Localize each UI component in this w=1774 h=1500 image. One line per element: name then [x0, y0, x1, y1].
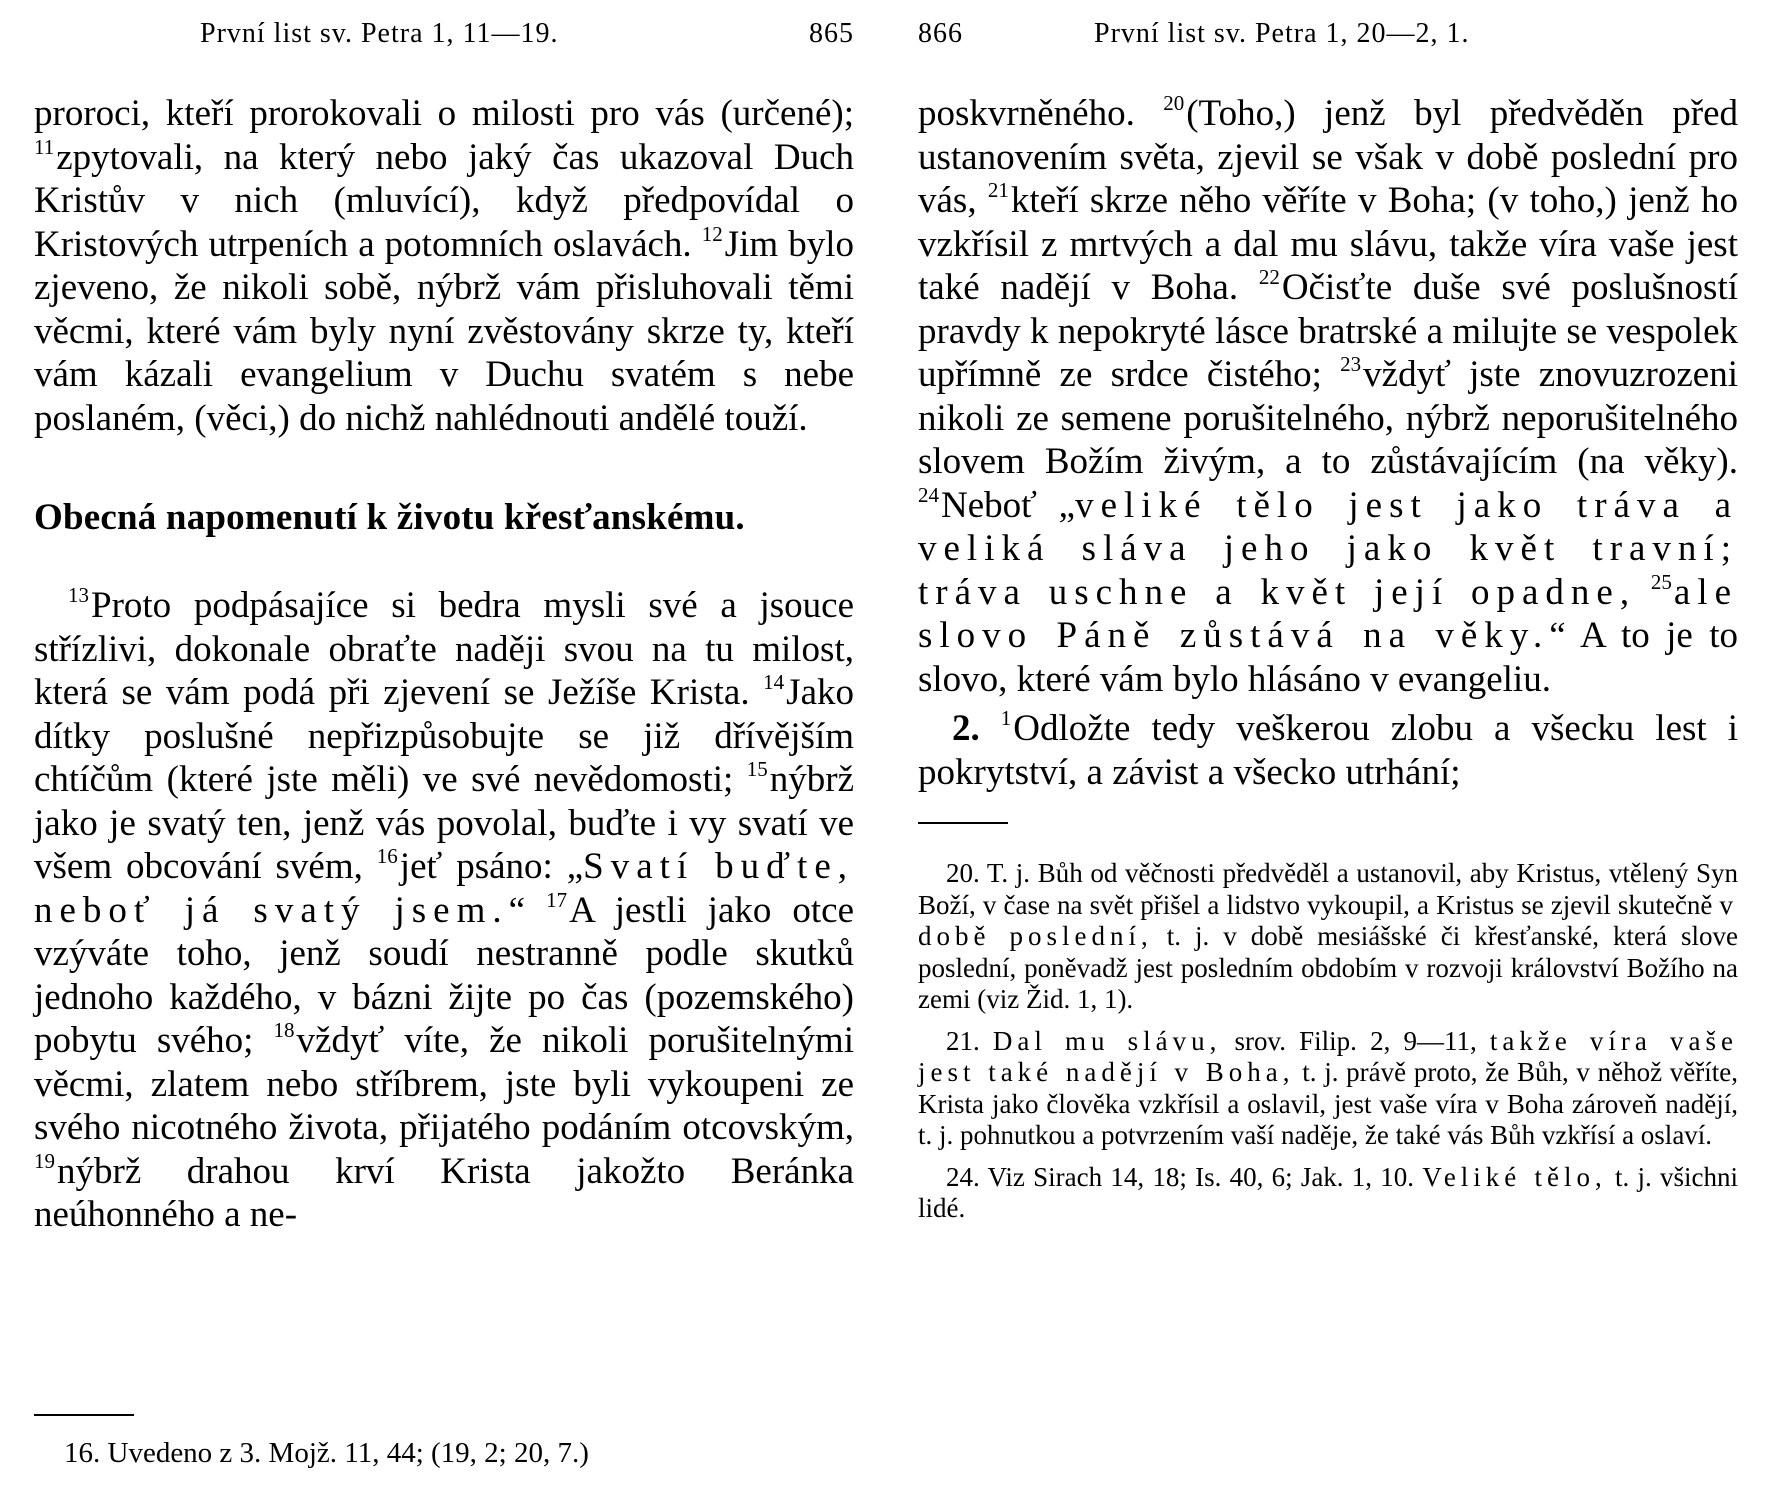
- spaced-quote: Svatí buďte, neboť já svatý jsem.: [34, 846, 854, 931]
- footnote-spaced: Veliké tělo,: [1422, 1161, 1607, 1192]
- verse-number: 21: [987, 178, 1009, 202]
- footnote: [918, 1026, 1738, 1152]
- footnote-text: 24. Viz Sirach 14, 18; Is. 40, 6; Jak. 1, 10.: [946, 1161, 1415, 1192]
- spaced-quote: veliké tělo jest jako tráva a veliká sláva jeho jako květ travní; tráva uschne a květ její opadne,: [918, 484, 1738, 613]
- paragraph: [918, 92, 1738, 701]
- verse-text: Jim bylo zjeveno, že nikoli sobě, nýbrž vám přisluhovali těmi věcmi, které vám byly nyní zvěstovány skrze ty, kteří vám kázali evangelium v Duchu svatém s nebe poslaném, (věci,) do nichž nahlédnouti andělé touží.: [34, 223, 855, 439]
- right-text-block: [918, 92, 1738, 1235]
- footnote-text: 20. T. j. Bůh od věčnosti předvěděl a ustanovil, aby Kristus, vtělený Syn Boží, v čase na svět přišel a lidstvo vykoupil, a Kristus se zjevil skutečně: [918, 858, 1738, 920]
- verse-text: nýbrž jako je svatý ten, jenž vás povolal, buďte i vy svatí ve všem obcování svém,: [34, 759, 854, 887]
- verse-text: kteří skrze něho věříte v Boha; (v toho,) jenž ho vzkřísil z mrtvých a dal mu slávu, takže víra vaše jest také nadějí v Boha.: [918, 180, 1739, 308]
- left-text-block: [34, 92, 854, 1237]
- paragraph: [34, 584, 854, 1237]
- page-number: 866: [918, 18, 963, 49]
- verse-text: jeť psáno: „: [399, 846, 584, 887]
- verse-number: 15: [746, 757, 768, 781]
- verse-text: (Toho,) jenž byl předvěděn před ustanovením světa, zjevil se však v době poslední pro vás,: [918, 93, 1738, 221]
- verse-text: nýbrž drahou krví Krista jakožto Beránka neúhonného a ne-: [34, 1150, 854, 1235]
- verse-number: 1: [1000, 706, 1012, 730]
- verse-text: vždyť jste znovuzrozeni nikoli ze semene porušitelného, nýbrž neporušitelného slovem Božím živým, a to zůstávajícím (na věky).: [918, 354, 1739, 482]
- verse-number: 11: [34, 134, 55, 159]
- footnote-rule: [34, 1414, 134, 1416]
- left-page: [34, 0, 854, 1500]
- verse-number: 19: [34, 1148, 55, 1173]
- footnote: [918, 858, 1738, 1016]
- paragraph: [918, 707, 1738, 794]
- verse-number: 18: [273, 1018, 295, 1042]
- verse-text: Odložte tedy veškerou zlobu a všecku lest i pokrytství, a závist a všecko utrhání;: [918, 708, 1739, 793]
- verse-text: proroci, kteří prorokovali o milosti pro vás (určené);: [34, 93, 854, 134]
- running-head-title: První list sv. Petra 1, 20—2, 1.: [1094, 18, 1470, 49]
- verse-number: 13: [68, 583, 89, 607]
- verse-number: 14: [763, 670, 785, 694]
- verse-number: 24: [918, 482, 939, 507]
- running-head: [918, 18, 1738, 58]
- verse-text: A jestli jako otce vzýváte toho, jenž soudí nestranně podle skutků jednoho každého, v bázni žijte po čas (pozemského) pobytu svého;: [34, 889, 854, 1061]
- verse-number: 16: [376, 844, 398, 868]
- verse-number: 25: [1650, 569, 1672, 594]
- verse-text: Neboť „: [941, 484, 1076, 526]
- verse-text: vždyť víte, že nikoli porušitelnými věcmi, zlatem nebo stříbrem, jste byli vykoupeni ze svého nicotného života, přijatého podáním otcovským,: [34, 1020, 854, 1148]
- footnote-text: t. j. všichni lidé.: [918, 1161, 1739, 1223]
- verse-text: Očisťte duše své poslušností pravdy k nepokryté lásce bratrské a milujte se vespolek upřímně ze srdce čistého;: [918, 267, 1739, 395]
- footnote-text: 21.: [946, 1025, 980, 1056]
- right-page: [918, 0, 1738, 1500]
- footnote-text: t. j. v době mesiášské či křesťanské, která slove poslední, poněvadž jest posledním obdobím v rozvoji království Božího na zemi (viz Žid. 1, 1).: [918, 921, 1738, 1014]
- footnote: [918, 1162, 1738, 1225]
- verse-number: 17: [546, 887, 568, 912]
- page-number: 865: [809, 18, 854, 49]
- verse-number: 12: [701, 221, 723, 246]
- verse-text: Proto podpásajíce si bedra mysli své a jsouce střízlivi, dokonale obraťte naději svou na tu milost, která se vám podá při zjevení se Ježíše Krista.: [34, 585, 854, 713]
- running-head: [34, 18, 854, 58]
- verse-number: 23: [1340, 352, 1362, 376]
- footnote-spaced: takže víra vaše jest také nadějí v Boha,: [918, 1025, 1739, 1087]
- verse-text: poskvrněného.: [918, 93, 1135, 134]
- footnote-spaced: v době poslední,: [918, 889, 1738, 951]
- section-heading: Obecná napomenutí k životu křesťanskému.: [34, 497, 745, 538]
- verse-text: “ A to je to slovo, které vám bylo hlásáno v evangeliu.: [918, 615, 1738, 700]
- paragraph: [34, 92, 854, 440]
- verse-number: 20: [1163, 91, 1185, 115]
- footnote-rule: [918, 822, 1008, 824]
- quote-end: “: [508, 889, 526, 931]
- verse-text: zpytovali, na který nebo jaký čas ukazoval Duch Kristův v nich (mluvící), když předpovídal o Kristových utrpeních a potomních oslavách.: [34, 136, 854, 265]
- verse-text: Jako dítky poslušné nepřizpůsobujte se již dřívějším chtíčům (které jste měli) ve své nevědomosti;: [34, 672, 854, 800]
- footnote: 16. Uvedeno z 3. Mojž. 11, 44; (19, 2; 20, 7.): [64, 1437, 589, 1469]
- footnote-text: srov. Filip. 2, 9—11,: [1234, 1025, 1477, 1056]
- spaced-quote: ale slovo Páně zůstává na věky.: [918, 571, 1739, 656]
- footnote-spaced: Dal mu slávu,: [992, 1025, 1222, 1056]
- footnote-text: t. j. právě proto, že Bůh, v něhož věříte, Krista jako člověka vzkřísil a oslavil, jest vaše víra v Boha zároveň nadějí, t. j. pohnutkou a potvrzením vaší naděje, že také vás Bůh vzkřísí a oslaví.: [918, 1057, 1738, 1150]
- chapter-number: 2.: [952, 708, 980, 749]
- running-head-title: První list sv. Petra 1, 11—19.: [200, 18, 559, 49]
- verse-number: 22: [1258, 265, 1280, 289]
